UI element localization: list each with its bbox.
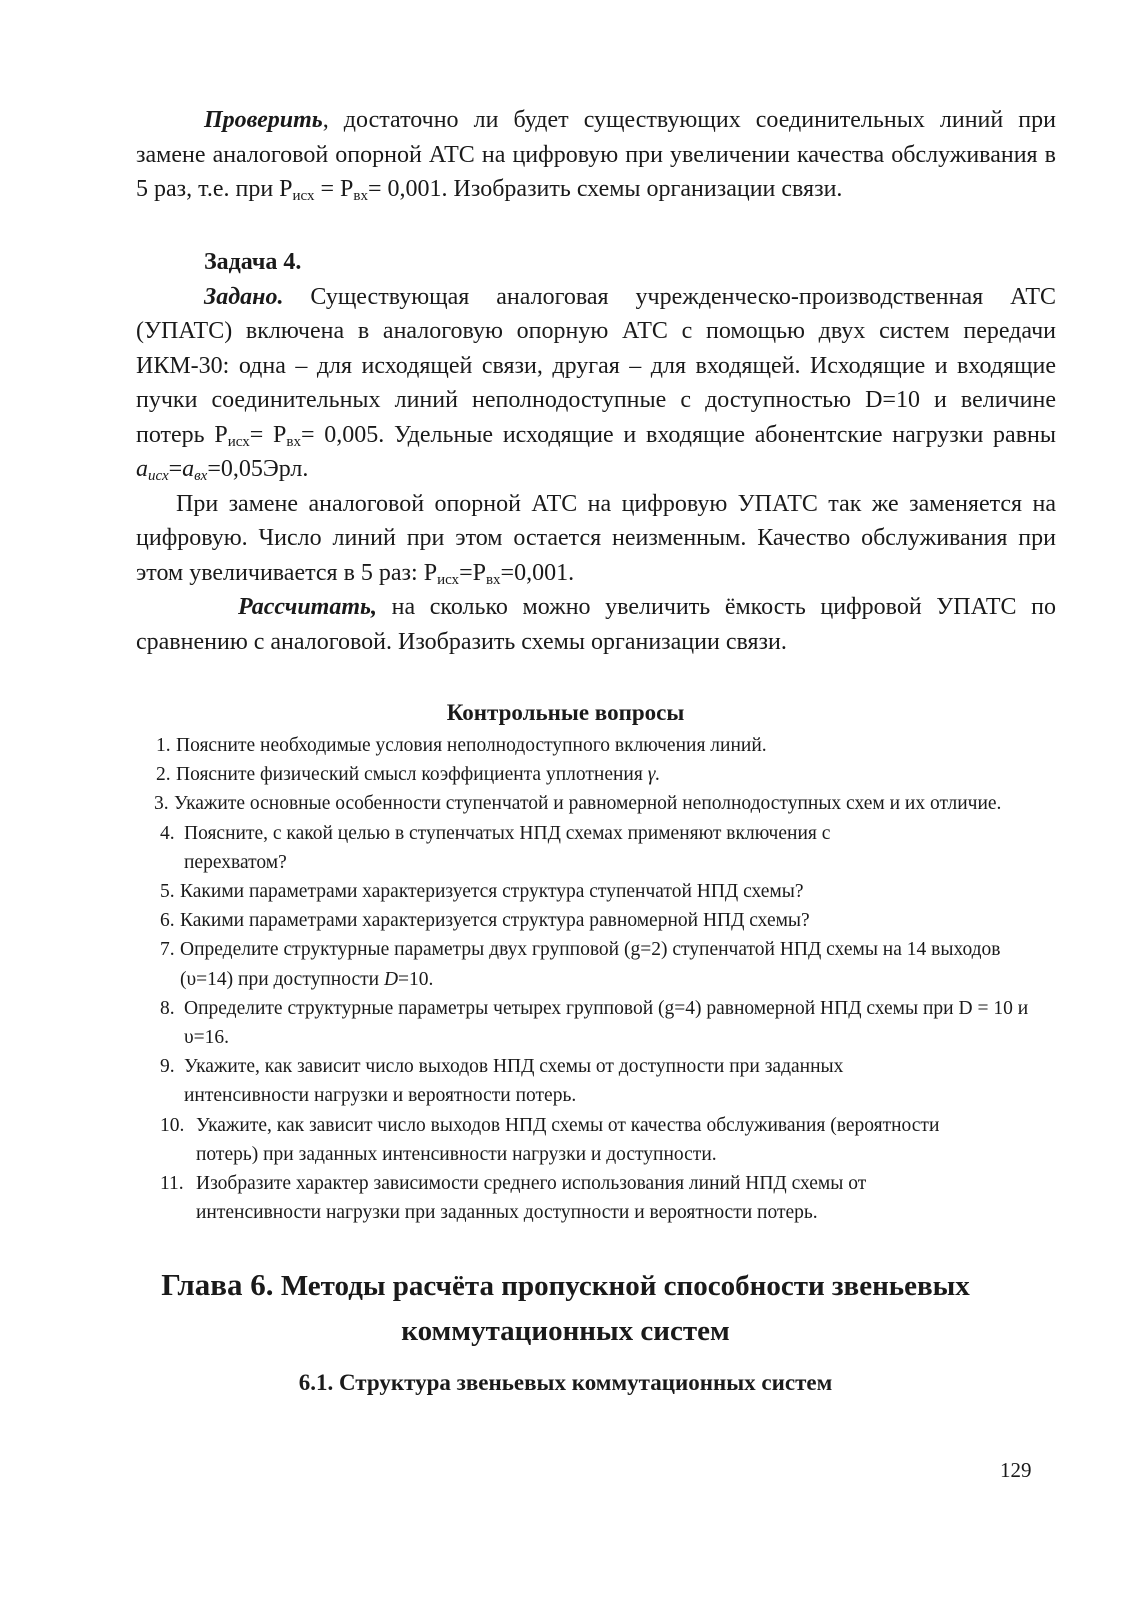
task4-block bbox=[136, 245, 1056, 659]
questions-list bbox=[150, 731, 1070, 1227]
intro-paragraph: Проверить, достаточно ли будет существующих соединительных линий при замене аналоговой опорной АТС на цифровую при увеличении качества обслуживания в 5 раз, т.е. при $Р_{исх} = Р_{вх}= 0,001$. Изобразить схемы организации связи. bbox=[136, 107, 1056, 204]
intro-block bbox=[136, 103, 1056, 207]
list-item: 8. Определите структурные параметры четырех групповой (g=4) равномерной НПД схемы при D = 10 и υ=16. bbox=[160, 997, 1029, 1049]
task4-given-label: Задано. bbox=[204, 283, 284, 310]
list-item: 10. Укажите, как зависит число выходов НПД схемы от качества обслуживания (вероятности потерь) при заданных интенсивности нагрузки и доступности. bbox=[160, 1114, 940, 1165]
list-item: 11. Изобразите характер зависимости среднего использования линий НПД схемы от интенсивности нагрузки при заданных доступности и вероятности потерь. bbox=[160, 1173, 867, 1224]
list-item: 7. Определите структурные параметры двух групповой (g=2) ступенчатой НПД схемы на 14 выходов (υ=14) при доступности D=10. bbox=[160, 939, 1001, 990]
chapter-title: Глава 6. Методы расчёта пропускной способности звеньевых коммутационных систем bbox=[161, 1267, 970, 1347]
list-item: 2. Поясните физический смысл коэффициента уплотнения γ. bbox=[156, 764, 661, 786]
list-item: 3. Укажите основные особенности ступенчатой и равномерной неполнодоступных схем и их отличие. bbox=[154, 793, 1002, 815]
chapter-label: Глава 6. bbox=[161, 1267, 274, 1302]
task4-title: Задача 4. bbox=[204, 249, 302, 275]
list-item: 5. Какими параметрами характеризуется структура ступенчатой НПД схемы? bbox=[160, 881, 804, 903]
list-item: 1. Поясните необходимые условия неполнодоступного включения линий. bbox=[156, 735, 767, 756]
intro-verb: Проверить bbox=[204, 107, 323, 133]
section-title: 6.1. Структура звеньевых коммутационных систем bbox=[298, 1370, 833, 1395]
list-item: 4. Поясните, с какой целью в ступенчатых НПД схемах применяют включения с перехватом? bbox=[160, 822, 831, 873]
task4-given-paragraph: Задано. Существующая аналоговая учрежденческо-производственная АТС (УПАТС) включена в аналоговую опорную АТС с помощью двух систем передачи ИКМ-30: одна – для исходящей связи, другая – для входящей. Исходящие и входящие пучки соединительных линий неполнодоступные с доступностью D=10 и величине потерь $Р_{исх}= Р_{вх}= 0,005$. Удельные исходящие и входящие абонентские нагрузки равны $a_{исх}=a_{вх}=0,05Эрл$. bbox=[136, 283, 1057, 484]
list-item: 6. Какими параметрами характеризуется структура равномерной НПД схемы? bbox=[160, 910, 810, 932]
list-item: 9. Укажите, как зависит число выходов НПД схемы от доступности при заданных интенсивности нагрузки и вероятности потерь. bbox=[160, 1056, 844, 1107]
task4-replacement-paragraph: При замене аналоговой опорной АТС на цифровую УПАТС так же заменяется на цифровую. Число линий при этом остается неизменным. Качество обслуживания при этом увеличивается в 5 раз: $Р_{исх}=Р_{вх}=0,001$. bbox=[136, 490, 1056, 588]
page-number: 129 bbox=[1000, 1458, 1032, 1482]
task4-calc-paragraph: Рассчитать, на сколько можно увеличить ёмкость цифровой УПАТС по сравнению с аналоговой. Изобразить схемы организации связи. bbox=[136, 594, 1056, 655]
questions-title: Контрольные вопросы bbox=[446, 700, 685, 725]
task4-calc-label: Рассчитать, bbox=[238, 594, 377, 620]
